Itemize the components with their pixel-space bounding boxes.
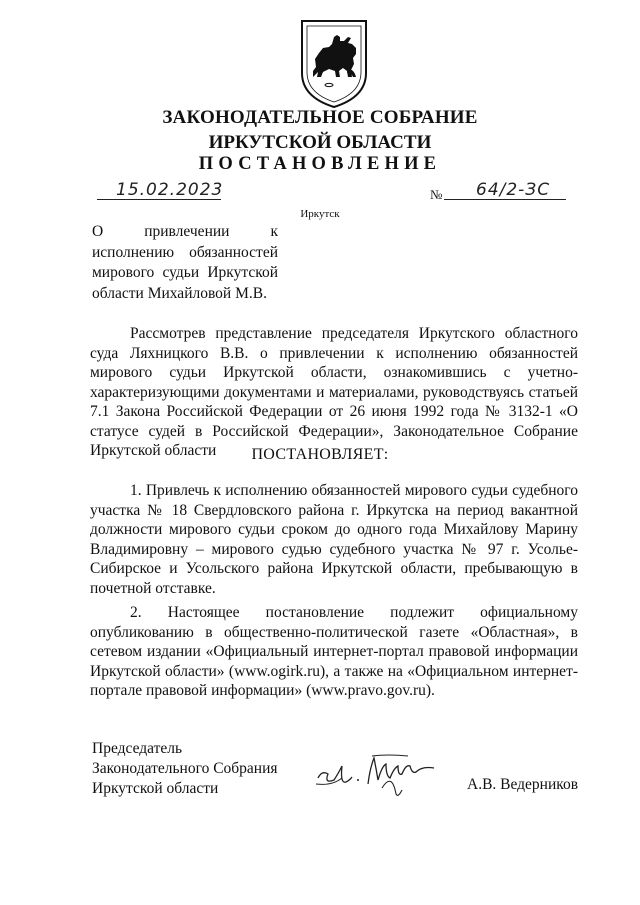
date-underline [97, 199, 221, 200]
document-city: Иркутск [300, 208, 340, 220]
coat-of-arms-icon [296, 17, 372, 109]
number-underline [444, 199, 566, 200]
signer-title-line2: Законодательного Собрания [92, 760, 278, 777]
signer-name: А.В. Ведерников [467, 776, 579, 793]
handwritten-signature [312, 744, 440, 800]
signer-title [92, 739, 278, 799]
signer-title-line1: Председатель [92, 740, 183, 757]
number-sign: № [430, 187, 443, 202]
document-number: 64/2-ЗС [476, 180, 551, 200]
decree-item-2: 2. Настоящее постановление подлежит официальному опубликованию в общественно-политической газете «Областная», в сетевом издании «Официальный интернет-портал правовой информации Иркутской области» (www.ogirk.ru), а также на «Официальном интернет-портале правовой информации» (www.pravo.gov.ru). [90, 604, 578, 699]
preamble-paragraph: Рассмотрев представление председателя Иркутского областного суда Ляхницкого В.В. о привлечении к исполнению обязанностей мирового судьи Иркутской области, ознакомившись с учетно-характеризующими документами и материалами, руководствуясь статьей 7.1 Закона Российской Федерации от 26 июня 1992 года № 3132-1 «О статусе судей в Российской Федерации», Законодательное Собрание Иркутской области [90, 325, 578, 459]
organization-name-line1: ЗАКОНОДАТЕЛЬНОЕ СОБРАНИЕ [162, 107, 478, 128]
decree-item-1: 1. Привлечь к исполнению обязанностей мирового судьи судебного участка № 18 Свердловского района г. Иркутска на период вакантной должности мирового судьи сроком до одного года Михайлову Марину Владимировну – мирового судью судебного участка № 97 г. Усолье-Сибирское и Усольского района Иркутской области, пребывающую в почетной отставке. [90, 482, 578, 597]
organization-name-line2: ИРКУТСКОЙ ОБЛАСТИ [208, 132, 432, 153]
decree-heading: ПОСТАНОВЛЯЕТ: [251, 446, 389, 463]
document-date: 15.02.2023 [116, 180, 224, 200]
signer-title-line3: Иркутской области [92, 780, 219, 797]
document-type-title: ПОСТАНОВЛЕНИЕ [198, 154, 442, 174]
document-subject: О привлечении к исполнению обязанностей мирового судьи Иркутской области Михайловой М.В. [92, 223, 278, 302]
